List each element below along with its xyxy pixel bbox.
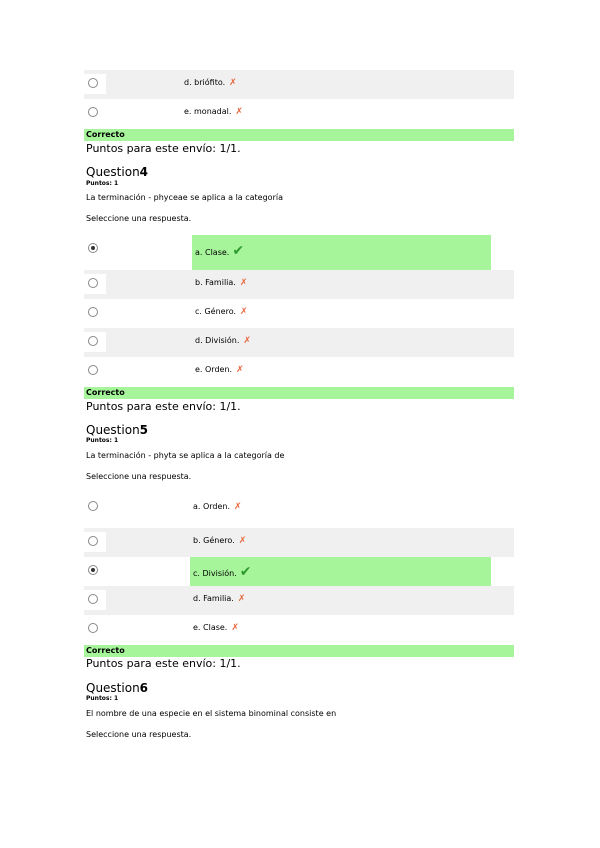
radio-button[interactable]: [88, 623, 98, 633]
radio-button[interactable]: [88, 336, 98, 346]
q5-option-d[interactable]: [84, 586, 514, 615]
cross-icon: ✗: [238, 536, 247, 546]
q6-text: El nombre de una especie en el sistema binominal consiste en: [86, 709, 337, 718]
checkmark-icon: ✔: [232, 243, 245, 259]
option-text: a. Orden. ✗: [193, 502, 242, 512]
q6-heading: Question6: [86, 681, 149, 695]
q5-option-b[interactable]: [84, 528, 514, 557]
radio-button[interactable]: [88, 307, 98, 317]
q5-option-e[interactable]: [84, 615, 514, 644]
cross-icon: ✗: [236, 365, 244, 375]
option-text: e. Orden. ✗: [195, 365, 244, 375]
cross-icon: ✗: [239, 278, 248, 288]
option-text: d. Familia. ✗: [193, 594, 246, 604]
q4-option-e[interactable]: [84, 357, 514, 386]
radio-button[interactable]: [88, 594, 98, 604]
cross-icon: ✗: [229, 78, 237, 88]
q4-marks: Puntos: 1: [86, 180, 119, 187]
q3-status-bar: Correcto: [84, 129, 514, 141]
cross-icon: ✗: [235, 107, 243, 117]
q5-option-c[interactable]: [84, 557, 514, 586]
option-text: d. División. ✗: [195, 336, 251, 346]
option-text: c. División. ✔: [193, 564, 252, 580]
radio-button[interactable]: [88, 501, 98, 511]
q4-heading: Question4: [86, 165, 149, 179]
option-text: b. Familia. ✗: [195, 278, 248, 288]
radio-button[interactable]: [88, 365, 98, 375]
cross-icon: ✗: [234, 502, 242, 512]
option-text: a. Clase. ✔: [195, 243, 245, 259]
q6-select-prompt: Seleccione una respuesta.: [86, 730, 192, 739]
option-text: c. Género. ✗: [195, 307, 248, 317]
q4-status-bar: Correcto: [84, 387, 514, 399]
checkmark-icon: ✔: [239, 564, 252, 580]
q4-option-d[interactable]: [84, 328, 514, 357]
option-text: e. Clase. ✗: [193, 623, 239, 633]
q4-select-prompt: Seleccione una respuesta.: [86, 214, 192, 223]
q4-option-a[interactable]: [84, 235, 514, 270]
q5-text: La terminación - phyta se aplica a la categoría de: [86, 451, 285, 460]
cross-icon: ✗: [243, 336, 251, 346]
option-text: e. monadal. ✗: [184, 107, 243, 117]
q4-option-b[interactable]: [84, 270, 514, 299]
q5-option-a[interactable]: [84, 493, 514, 528]
q3-points: Puntos para este envío: 1/1.: [86, 142, 241, 155]
radio-button[interactable]: [88, 278, 98, 288]
q5-points: Puntos para este envío: 1/1.: [86, 657, 241, 670]
radio-button-selected[interactable]: [88, 243, 98, 253]
q5-select-prompt: Seleccione una respuesta.: [86, 472, 192, 481]
radio-button[interactable]: [88, 78, 98, 88]
radio-button[interactable]: [88, 107, 98, 117]
q5-heading: Question5: [86, 423, 149, 437]
cross-icon: ✗: [237, 594, 246, 604]
q5-marks: Puntos: 1: [86, 437, 119, 444]
cross-icon: ✗: [231, 623, 239, 633]
q4-option-c[interactable]: [84, 299, 514, 328]
option-text: d. briófito. ✗: [184, 78, 237, 88]
option-text: b. Género. ✗: [193, 536, 247, 546]
q3-option-d[interactable]: [84, 70, 514, 99]
q6-marks: Puntos: 1: [86, 695, 119, 702]
radio-button-selected[interactable]: [88, 565, 98, 575]
q3-option-e[interactable]: [84, 99, 514, 128]
cross-icon: ✗: [240, 307, 248, 317]
radio-button[interactable]: [88, 536, 98, 546]
q4-points: Puntos para este envío: 1/1.: [86, 400, 241, 413]
q4-text: La terminación - phyceae se aplica a la categoría: [86, 193, 283, 202]
q5-status-bar: Correcto: [84, 645, 514, 657]
